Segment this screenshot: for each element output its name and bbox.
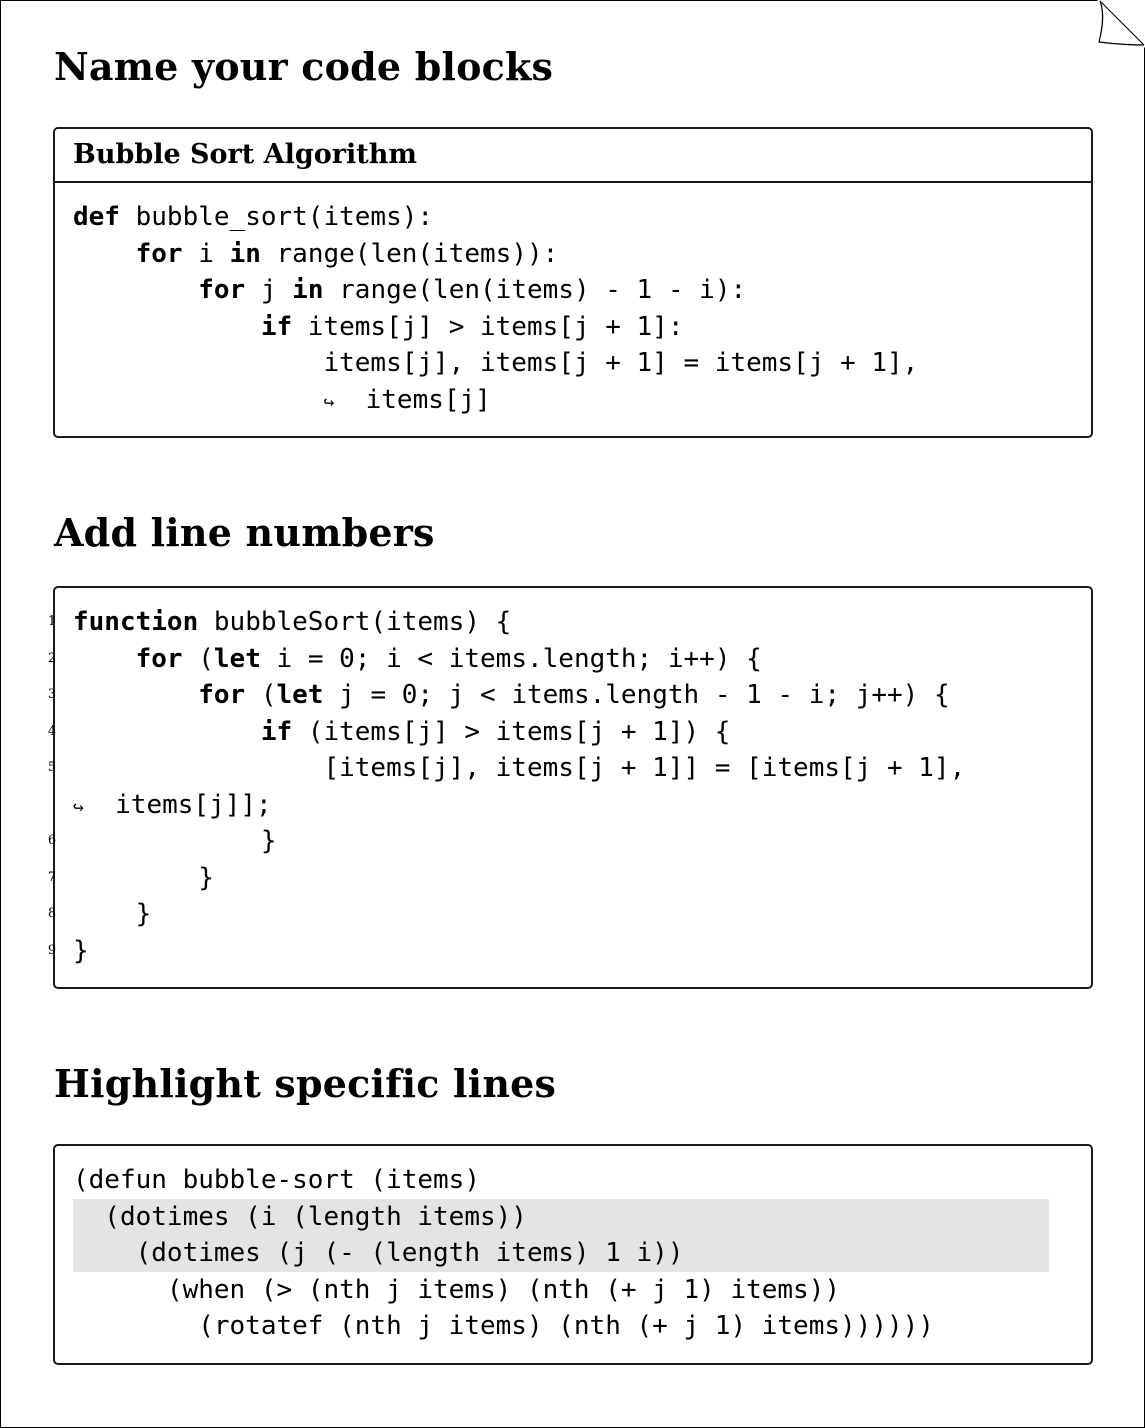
code-keyword: let — [213, 643, 261, 674]
line-number: 1 — [47, 614, 57, 629]
code-text: j = 0; j < items.length - 1 - i; j++) { — [323, 680, 950, 710]
highlighted-code-block — [53, 1144, 1093, 1365]
code-text: [items[j], items[j + 1]] = [items[j + 1], — [323, 753, 966, 783]
code-line — [47, 750, 1091, 787]
line-number: 3 — [47, 687, 57, 702]
code-text: i = 0; i < items.length; i++) { — [260, 643, 762, 674]
heading-name-code-blocks: Name your code blocks — [54, 44, 554, 89]
code-text: range(len(items) - 1 - i): — [323, 275, 747, 305]
code-block-title: Bubble Sort Algorithm — [55, 129, 1091, 183]
line-number: 6 — [47, 833, 57, 848]
code-line — [47, 896, 1091, 933]
page-fold-corner — [1097, 0, 1145, 48]
line-number: 8 — [47, 906, 57, 921]
heading-line-numbers: Add line numbers — [54, 510, 435, 555]
code-keyword: in — [229, 238, 261, 269]
code-text: range(len(items)): — [260, 238, 559, 269]
lisp-code — [55, 1146, 1091, 1345]
code-line — [73, 1162, 1049, 1199]
code-line — [47, 677, 1091, 714]
code-text: } — [260, 826, 277, 856]
code-line — [47, 860, 1091, 897]
code-text: (when (> (nth j items) (nth (+ j 1) items)) — [73, 1274, 841, 1305]
code-keyword: for — [198, 680, 246, 710]
code-line — [47, 933, 1091, 970]
code-text: ( — [245, 680, 277, 710]
code-keyword: in — [292, 275, 324, 305]
code-keyword: if — [260, 716, 293, 747]
named-code-block — [53, 127, 1093, 438]
python-code — [55, 183, 1091, 418]
code-text: (dotimes (i (length items)) — [73, 1201, 527, 1232]
code-text: items[j] > items[j + 1]: — [292, 311, 684, 342]
code-keyword: function — [73, 607, 199, 637]
code-line — [47, 641, 1091, 678]
code-text: bubble_sort(items): — [119, 202, 434, 232]
code-text: items[j], items[j + 1] = items[j + 1], — [323, 348, 919, 378]
code-text: j — [245, 275, 293, 305]
code-text: (items[j] > items[j + 1]) { — [292, 716, 731, 747]
numbered-code-block — [47, 586, 1093, 989]
code-text: (defun bubble-sort (items) — [73, 1165, 480, 1195]
code-text: ( — [182, 643, 214, 674]
line-number: 4 — [47, 723, 57, 739]
code-text: } — [198, 862, 214, 893]
code-text: (rotatef (nth j items) (nth (+ j 1) items)))))) — [73, 1311, 934, 1341]
code-line — [73, 309, 1091, 346]
code-line — [73, 236, 1091, 273]
javascript-code — [47, 588, 1091, 969]
code-line — [73, 1199, 1049, 1236]
code-text: bubbleSort(items) { — [198, 607, 512, 637]
code-line — [73, 787, 1091, 824]
line-number: 9 — [47, 942, 57, 958]
code-keyword: def — [73, 202, 120, 232]
code-line — [73, 1272, 1049, 1309]
code-line — [47, 823, 1091, 860]
code-keyword: if — [260, 311, 293, 342]
code-keyword: for — [135, 238, 183, 269]
code-line — [73, 199, 1091, 236]
line-wrap-arrow-icon: ↪ — [73, 796, 84, 818]
heading-highlight-lines: Highlight specific lines — [54, 1061, 557, 1106]
code-keyword: let — [276, 680, 324, 710]
code-line — [47, 714, 1091, 751]
code-line — [73, 272, 1091, 309]
code-line — [73, 1235, 1049, 1272]
code-line — [47, 604, 1091, 641]
code-text: } — [73, 935, 89, 966]
line-number: 7 — [47, 869, 57, 885]
code-line — [73, 345, 1091, 382]
line-number: 2 — [47, 650, 57, 666]
code-keyword: for — [198, 275, 246, 305]
code-line — [73, 382, 1091, 419]
code-keyword: for — [135, 643, 183, 674]
code-line — [73, 1308, 1049, 1345]
code-text: } — [135, 899, 152, 929]
code-text: items[j]]; — [83, 789, 272, 820]
code-text: items[j] — [334, 384, 491, 415]
code-text: i — [182, 238, 230, 269]
code-text: (dotimes (j (- (length items) 1 i)) — [73, 1238, 684, 1268]
line-wrap-arrow-icon: ↪ — [323, 391, 335, 413]
line-number: 5 — [47, 760, 57, 775]
